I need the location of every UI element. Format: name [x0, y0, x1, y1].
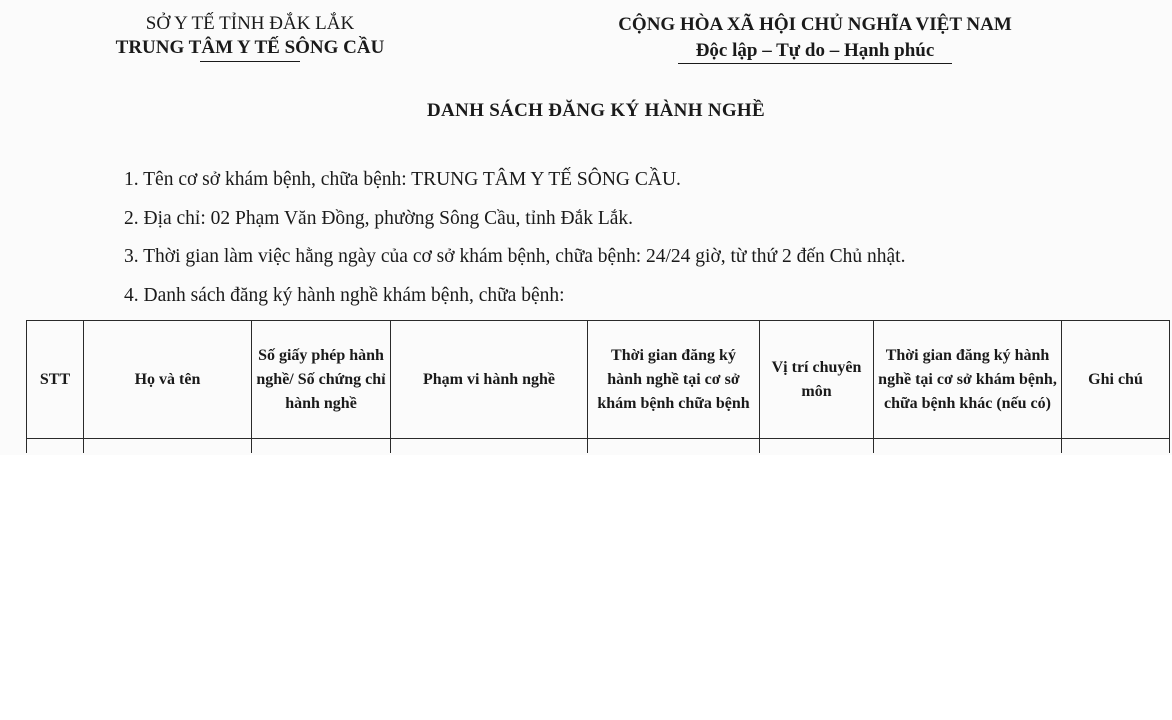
header-right-underline: [678, 63, 952, 64]
table-cell: [760, 439, 874, 454]
table-cell: [252, 439, 391, 454]
column-header-notes: Ghi chú: [1062, 321, 1170, 439]
column-header-position: Vị trí chuyên môn: [760, 321, 874, 439]
center-name: TRUNG TÂM Y TẾ SÔNG CẦU: [115, 37, 385, 58]
column-header-practice-scope: Phạm vi hành nghề: [391, 321, 588, 439]
table-cell: [588, 439, 760, 454]
column-header-full-name: Họ và tên: [84, 321, 252, 439]
info-item-working-hours: 3. Thời gian làm việc hằng ngày của cơ sở khám bệnh, chữa bệnh: 24/24 giờ, từ thứ 2 đến Chủ nhật.: [124, 246, 906, 267]
registration-table: [26, 320, 1170, 453]
info-list: [124, 166, 905, 320]
country-name: CỘNG HÒA XÃ HỘI CHỦ NGHĨA VIỆT NAM: [618, 14, 1012, 35]
header-left: [95, 12, 405, 60]
national-motto: Độc lập – Tự do – Hạnh phúc: [695, 40, 935, 61]
table-cell: [1062, 439, 1170, 454]
info-item-address: 2. Địa chỉ: 02 Phạm Văn Đồng, phường Sông Cầu, tỉnh Đắk Lắk.: [124, 207, 634, 229]
column-header-stt: STT: [27, 321, 84, 439]
column-header-license-number: Số giấy phép hành nghề/ Số chứng chỉ hành nghề: [252, 321, 391, 439]
table-cell: [27, 439, 84, 454]
table-header-row: [27, 321, 1170, 439]
header-right: [585, 12, 1045, 64]
table-row: [27, 439, 1170, 454]
document-title: DANH SÁCH ĐĂNG KÝ HÀNH NGHỀ: [427, 100, 765, 121]
header-left-underline: [200, 61, 300, 62]
table-cell: [84, 439, 252, 454]
column-header-other-facility-time: Thời gian đăng ký hành nghề tại cơ sở khám bệnh, chữa bệnh khác (nếu có): [874, 321, 1062, 439]
table-cell: [391, 439, 588, 454]
table-cell: [874, 439, 1062, 454]
column-header-registration-time: Thời gian đăng ký hành nghề tại cơ sở khám bệnh chữa bệnh: [588, 321, 760, 439]
info-item-facility-name: 1. Tên cơ sở khám bệnh, chữa bệnh: TRUNG TÂM Y TẾ SÔNG CẦU.: [124, 169, 681, 190]
info-item-registration-list: 4. Danh sách đăng ký hành nghề khám bệnh, chữa bệnh:: [124, 284, 565, 306]
department-name: SỞ Y TẾ TỈNH ĐẮK LẮK: [145, 13, 355, 34]
